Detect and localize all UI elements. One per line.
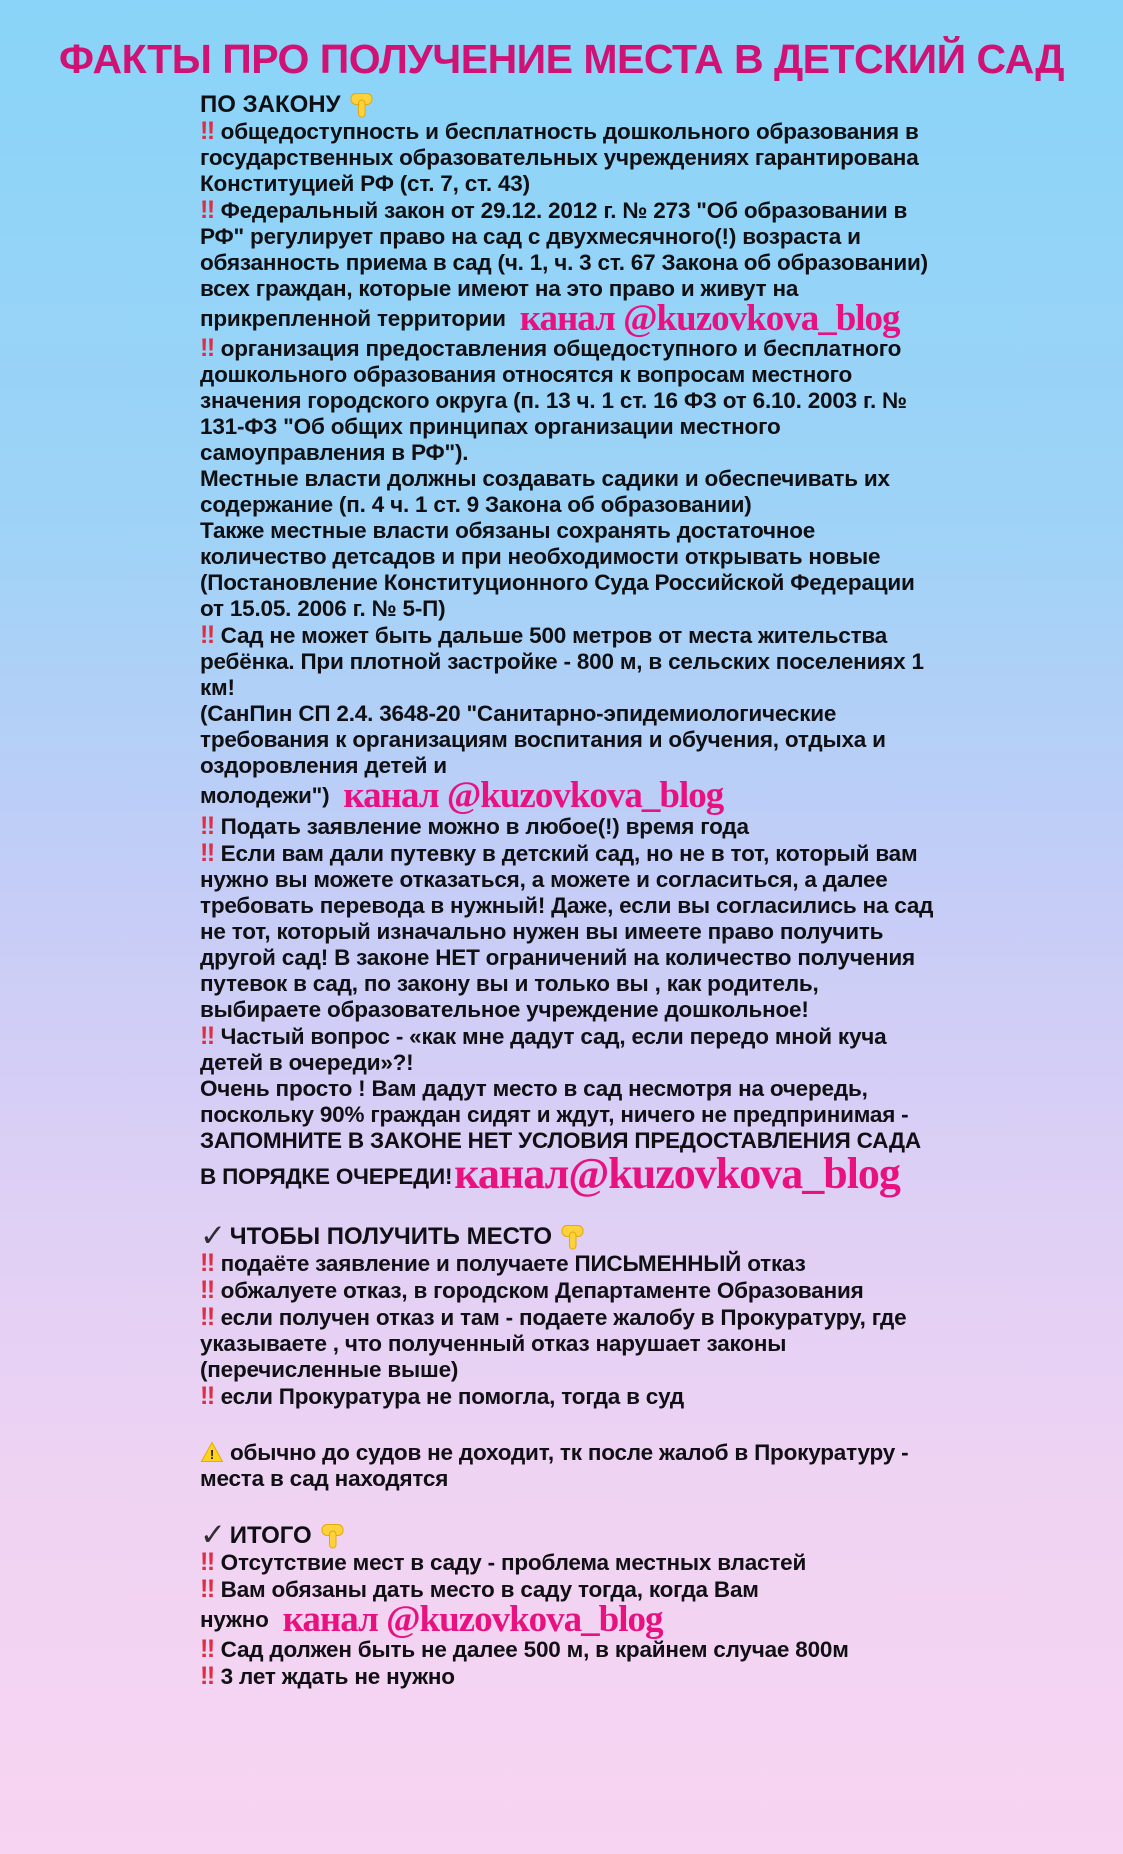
check-icon: ✓ <box>200 1517 226 1553</box>
double-exclamation-icon: !! <box>200 1021 214 1050</box>
point-down-icon <box>560 1224 585 1250</box>
fact-item <box>200 466 942 518</box>
fact-text: Также местные власти обязаны сохранять достаточное количество детсадов и при необходимости открывать новые (Постановление Конституционного Суда Российской Федерации от 15.05. 2006 г. № 5-П) <box>200 518 915 622</box>
step-item <box>200 1250 942 1277</box>
fact-item <box>200 335 942 466</box>
fact-item <box>200 840 942 1023</box>
summary-text: Вам обязаны дать место в саду тогда, когда Вам нужно <box>200 1577 759 1633</box>
fact-item <box>200 1023 942 1076</box>
step-text: подаёте заявление и получаете ПИСЬМЕННЫЙ отказ <box>220 1251 806 1277</box>
double-exclamation-icon: !! <box>200 838 214 867</box>
summary-text: Отсутствие мест в саду - проблема местных властей <box>220 1550 807 1576</box>
point-down-icon <box>349 92 374 118</box>
double-exclamation-icon: !! <box>200 117 214 145</box>
step-item <box>200 1277 942 1304</box>
step-text: если получен отказ и там - подаете жалобу в Прокуратуру, где указываете , что полученный отказ нарушает законы (перечисленные выше) <box>200 1305 907 1383</box>
double-exclamation-icon: !! <box>200 811 214 840</box>
watermark: канал @kuzovkova_blog <box>343 775 724 817</box>
double-exclamation-icon: !! <box>200 1276 214 1305</box>
note-item <box>200 1440 942 1492</box>
watermark: канал @kuzovkova_blog <box>282 1599 663 1641</box>
svg-text:!: ! <box>209 1447 215 1463</box>
section-heading-text: ЧТОБЫ ПОЛУЧИТЬ МЕСТО <box>229 1223 553 1251</box>
fact-text: Очень просто ! Вам дадут место в сад несмотря на очередь, поскольку 90% граждан сидят и ждут, ничего не предпринимая - ЗАПОМНИТЕ В ЗАКОНЕ НЕТ УСЛОВИЯ ПРЕДОСТАВЛЕНИЯ САДА В ПОРЯДКЕ ОЧЕРЕДИ! <box>200 1075 921 1189</box>
section-heading-summary <box>200 1517 942 1553</box>
double-exclamation-icon: !! <box>200 196 214 224</box>
double-exclamation-icon: !! <box>200 1635 214 1664</box>
fact-text: организация предоставления общедоступного и бесплатного дошкольного образования относятся к вопросам местного значения городского округа (п. 13 ч. 1 ст. 16 ФЗ от 6.10. 2003 г. № 131-ФЗ "Об общих принципах организации местного самоуправления в РФ"). <box>200 336 907 466</box>
summary-text: Сад должен быть не далее 500 м, в крайнем случае 800м <box>220 1637 849 1663</box>
fact-item <box>200 196 942 339</box>
step-text: обжалуете отказ, в городском Департаменте Образования <box>220 1278 864 1304</box>
summary-item <box>200 1549 942 1576</box>
fact-text: Федеральный закон от 29.12. 2012 г. № 273 "Об образовании в РФ" регулирует право на сад с двухмесячного(!) возраста и обязанность приема в сад (ч. 1, ч. 3 ст. 67 Закона об образовании) всех граждан, которые имеют на это право и живут на прикрепленной территории <box>200 198 928 331</box>
section-heading-text: ИТОГО <box>229 1522 312 1550</box>
section-heading-text: ПО ЗАКОНУ <box>200 91 341 118</box>
double-exclamation-icon: !! <box>200 1382 214 1411</box>
fact-text: Подать заявление можно в любое(!) время года <box>220 813 749 839</box>
fact-item <box>200 518 942 622</box>
fact-item <box>200 701 942 817</box>
summary-item <box>200 1636 942 1663</box>
fact-item <box>200 118 942 197</box>
fact-text: Сад не может быть дальше 500 метров от места жительства ребёнка. При плотной застройке - 800 м, в сельских поселениях 1 км! <box>200 623 924 701</box>
fact-item <box>200 813 942 840</box>
content-column <box>200 92 942 1690</box>
double-exclamation-icon: !! <box>200 1662 214 1691</box>
double-exclamation-icon: !! <box>200 1249 214 1278</box>
watermark: канал @kuzovkova_blog <box>519 298 900 339</box>
fact-text: общедоступность и бесплатность дошкольного образования в государственных образовательных учреждениях гарантирована Конституцией РФ (ст. 7, ст. 43) <box>200 119 919 196</box>
fact-text: Местные власти должны создавать садики и обеспечивать их содержание (п. 4 ч. 1 ст. 9 Закона об образовании) <box>200 466 890 518</box>
summary-item <box>200 1575 942 1641</box>
check-icon: ✓ <box>200 1218 226 1254</box>
summary-text: 3 лет ждать не нужно <box>220 1664 455 1690</box>
step-text: если Прокуратура не помогла, тогда в суд <box>220 1384 684 1410</box>
fact-item <box>200 622 942 701</box>
fact-text: Если вам дали путевку в детский сад, но не в тот, который вам нужно вы можете отказаться, а можете и согласиться, а далее требовать перевода в нужный! Даже, если вы согласились на сад не тот, который изначально нужен вы имеете право получить другой сад! В законе НЕТ ограничений на количество получения путевок в сад, по закону вы и только вы , как родитель, выбираете образовательное учреждение дошкольное! <box>200 840 934 1022</box>
fact-text: (СанПин СП 2.4. 3648-20 "Санитарно-эпидемиологические требования к организациям воспитания и обучения, отдыха и оздоровления детей и молодежи") <box>200 701 886 809</box>
step-item <box>200 1383 942 1410</box>
note-text: обычно до судов не доходит, тк после жалоб в Прокуратуру - места в сад находятся <box>200 1440 909 1492</box>
double-exclamation-icon: !! <box>200 1548 214 1577</box>
summary-item <box>200 1663 942 1690</box>
double-exclamation-icon: !! <box>200 621 214 650</box>
watermark: канал@kuzovkova_blog <box>454 1148 900 1198</box>
step-item <box>200 1304 942 1383</box>
double-exclamation-icon: !! <box>200 1575 214 1604</box>
section-heading-get-place <box>200 1218 942 1254</box>
warning-icon <box>200 1441 224 1463</box>
double-exclamation-icon: !! <box>200 1303 214 1332</box>
page-title: ФАКТЫ ПРО ПОЛУЧЕНИЕ МЕСТА В ДЕТСКИЙ САД <box>59 36 1064 82</box>
double-exclamation-icon: !! <box>200 334 214 363</box>
point-down-icon <box>320 1523 345 1549</box>
section-heading-law <box>200 92 942 118</box>
fact-text: Частый вопрос - «как мне дадут сад, если передо мной куча детей в очереди»?! <box>200 1023 887 1075</box>
fact-item <box>200 1075 942 1198</box>
